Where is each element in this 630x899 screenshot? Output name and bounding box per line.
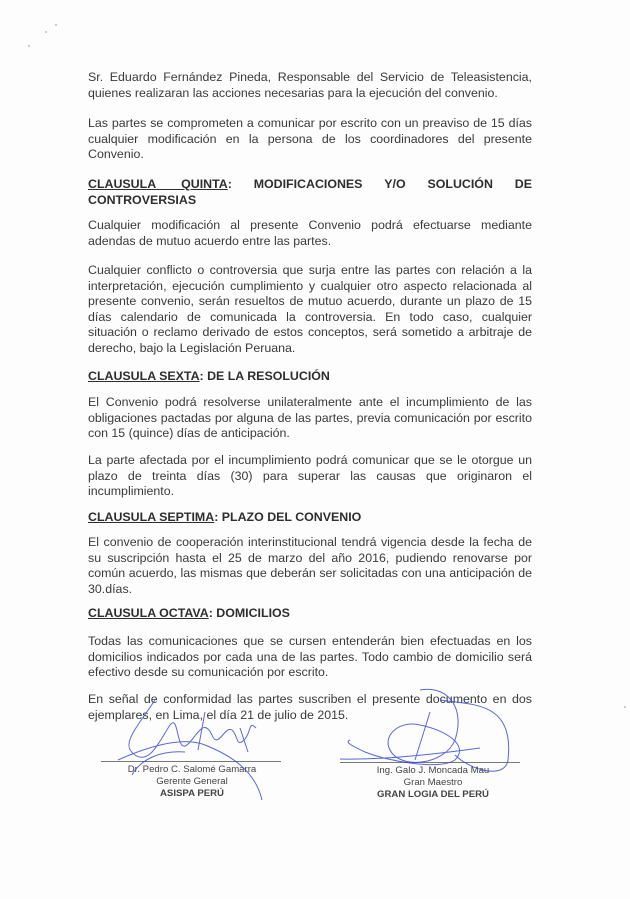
signatory-right bbox=[358, 765, 508, 801]
signatory-name: Dr. Pedro C. Salomé Gamarra bbox=[127, 764, 257, 775]
clause-5-colon: : bbox=[227, 177, 232, 191]
clause-5-heading bbox=[88, 177, 532, 208]
clause-5-paragraph-2: Cualquier conflicto o controversia que surja entre las partes con relación a la interpretación, ejecución cumplimiento y cualquier otro aspecto relacionada al presente convenio, serán resueltos de mutuo acuerdo, durante un plazo de 15 días calendario de comunicada la controversia. En todo caso, cualquier situación o reclamo derivado de estos conceptos, será sometido a arbitraje de derecho, bajo la Legislación Peruana. bbox=[88, 263, 532, 355]
clause-5-word: SOLUCIÓN bbox=[427, 177, 493, 191]
signature-line-right bbox=[340, 762, 520, 763]
signatory-org: ASISPA PERÚ bbox=[160, 788, 224, 799]
scan-speck bbox=[28, 45, 30, 47]
signatory-org: GRAN LOGIA DEL PERÚ bbox=[377, 789, 489, 800]
signatory-name: Ing. Galo J. Moncada Mau bbox=[376, 765, 490, 776]
signature-line-left bbox=[101, 761, 281, 762]
clause-5-word: Y/O bbox=[384, 177, 406, 191]
clause-6-heading bbox=[88, 369, 532, 385]
clause-6-paragraph-1: El Convenio podrá resolverse unilateralmente ante el incumplimiento de las obligaciones pactadas por alguna de las partes, previa comunicación por escrito con 15 (quince) días de anticipación. bbox=[88, 395, 532, 441]
paragraph-coordinators: Sr. Eduardo Fernández Pineda, Responsable del Servicio de Teleasistencia, quienes realizaran las acciones necesarias para la ejecución del convenio. bbox=[88, 70, 532, 100]
clause-8-heading bbox=[88, 606, 532, 622]
clause-5-word: MODIFICACIONES bbox=[253, 177, 363, 191]
clause-6-title: : DE LA RESOLUCIÓN bbox=[199, 369, 330, 383]
clause-8-paragraph-1: Todas las comunicaciones que se cursen entenderán bien efectuadas en los domicilios indicados por cada una de las partes. Todo cambio de domicilio será efectivo desde su comunicación por escrito. bbox=[88, 634, 532, 680]
signatory-role: Gerente General bbox=[156, 776, 228, 787]
clause-8-label: CLAUSULA OCTAVA bbox=[88, 606, 209, 620]
clause-6-paragraph-2: La parte afectada por el incumplimiento podrá comunicar que se le otorgue un plazo de treinta días (30) para superar las causas que originaron el incumplimiento. bbox=[88, 453, 532, 499]
clause-6-label: CLAUSULA SEXTA bbox=[88, 369, 200, 383]
clause-5-title-line2: CONTROVERSIAS bbox=[88, 192, 197, 207]
scan-speck bbox=[45, 31, 47, 33]
paragraph-preaviso: Las partes se comprometen a comunicar por escrito con un preaviso de 15 días cualquier modificación en la persona de los coordinadores del presente Convenio. bbox=[88, 116, 532, 162]
clause-8-title: : DOMICILIOS bbox=[208, 606, 290, 620]
closing-paragraph: En señal de conformidad las partes suscriben el presente documento en dos ejemplares, en Lima, el día 21 de julio de 2015. bbox=[88, 692, 532, 722]
signatory-role: Gran Maestro bbox=[403, 777, 463, 788]
scan-speck bbox=[55, 24, 57, 26]
clause-7-heading bbox=[88, 510, 532, 526]
clause-7-label: CLAUSULA SEPTIMA bbox=[88, 510, 215, 524]
clause-5-word: DE bbox=[514, 177, 532, 191]
clause-7-title: : PLAZO DEL CONVENIO bbox=[214, 510, 362, 524]
clause-5-paragraph-1: Cualquier modificación al presente Convenio podrá efectuarse mediante adendas de mutuo acuerdo entre las partes. bbox=[88, 218, 532, 248]
clause-7-paragraph-1: El convenio de cooperación interinstitucional tendrá vigencia desde la fecha de su suscripción hasta el 25 de marzo del año 2016, pudiendo renovarse por común acuerdo, las mismas que deberán ser solicitadas con una anticipación de 30.días. bbox=[88, 535, 532, 596]
scan-speck bbox=[624, 706, 626, 708]
clause-5-label: CLAUSULA QUINTA bbox=[88, 177, 228, 191]
signatory-left bbox=[101, 764, 283, 800]
